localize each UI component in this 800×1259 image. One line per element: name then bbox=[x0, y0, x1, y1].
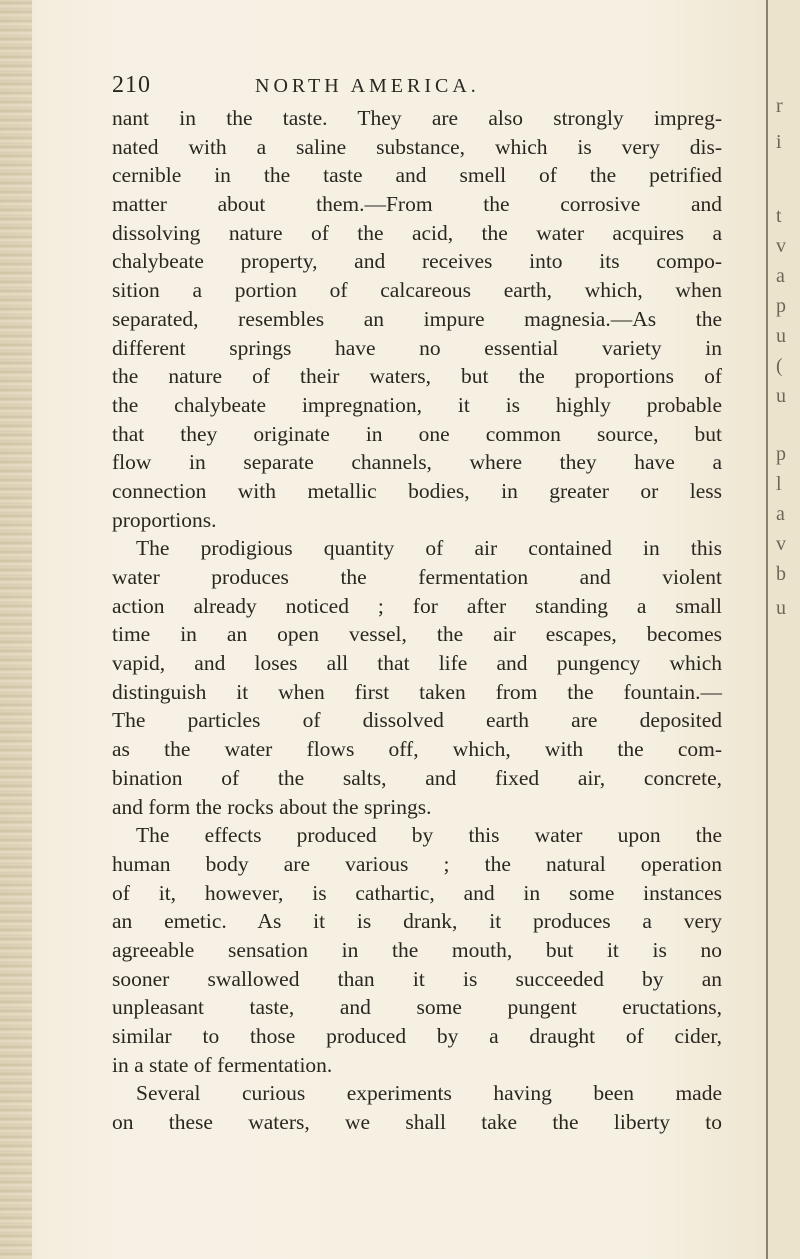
text-line: time in an open vessel, the air escapes, becomes bbox=[112, 622, 722, 647]
bleed-letter: b bbox=[776, 563, 786, 585]
bleed-letter: t bbox=[776, 205, 782, 227]
paragraph-start: The effects produced by this water upon the bbox=[136, 823, 722, 848]
text-line: human body are various ; the natural operation bbox=[112, 851, 722, 876]
text-line: nant in the taste. They are also strongly impreg- bbox=[112, 106, 722, 130]
paragraph-start: Several curious experiments having been made bbox=[136, 1081, 722, 1106]
text-line: connection with metallic bodies, in greater or less bbox=[112, 478, 722, 503]
text-line: of it, however, is cathartic, and in some instances bbox=[112, 880, 722, 905]
text-line: nated with a saline substance, which is very dis- bbox=[112, 134, 722, 159]
bleed-letter: i bbox=[776, 131, 782, 153]
text-line: matter about them.—From the corrosive and bbox=[112, 192, 722, 217]
body-text bbox=[112, 104, 722, 1137]
text-line: sooner swallowed than it is succeeded by an bbox=[112, 966, 722, 991]
text-line: as the water flows off, which, with the com- bbox=[112, 737, 722, 762]
text-line: different springs have no essential variety in bbox=[112, 335, 722, 360]
bleed-letter: u bbox=[776, 385, 786, 407]
bleed-letter: r bbox=[776, 95, 783, 117]
text-line: the chalybeate impregnation, it is highly probable bbox=[112, 392, 722, 417]
text-line: cernible in the taste and smell of the petrified bbox=[112, 163, 722, 188]
text-line: sition a portion of calcareous earth, which, when bbox=[112, 278, 722, 303]
bleed-letter: u bbox=[776, 325, 786, 347]
text-line: agreeable sensation in the mouth, but it is no bbox=[112, 937, 722, 962]
text-line: on these waters, we shall take the liberty to bbox=[112, 1110, 722, 1135]
bleed-letter: p bbox=[776, 295, 786, 317]
running-head: NORTH AMERICA. bbox=[255, 75, 480, 97]
bleed-letter: a bbox=[776, 265, 785, 287]
text-line: the nature of their waters, but the proportions of bbox=[112, 364, 722, 389]
bleed-letter: v bbox=[776, 235, 786, 257]
bleed-letter: v bbox=[776, 533, 786, 555]
text-line: bination of the salts, and fixed air, concrete, bbox=[112, 765, 722, 790]
text-line: that they originate in one common source, but bbox=[112, 421, 722, 446]
text-line: chalybeate property, and receives into its compo- bbox=[112, 249, 722, 274]
paragraph-start: The prodigious quantity of air contained in this bbox=[136, 536, 722, 561]
text-line: and form the rocks about the springs. bbox=[112, 794, 432, 819]
text-line: distinguish it when first taken from the fountain.— bbox=[112, 679, 722, 704]
text-line: dissolving nature of the acid, the water acquires a bbox=[112, 220, 722, 245]
bleed-letter: a bbox=[776, 503, 785, 525]
text-line: vapid, and loses all that life and pungency which bbox=[112, 651, 722, 676]
text-line: unpleasant taste, and some pungent eructations, bbox=[112, 995, 722, 1020]
bleed-letter: u bbox=[776, 597, 786, 619]
text-line: water produces the fermentation and violent bbox=[112, 565, 722, 589]
text-line: an emetic. As it is drank, it produces a very bbox=[112, 909, 722, 934]
binding-gutter bbox=[0, 0, 32, 1259]
text-line: The particles of dissolved earth are deposited bbox=[112, 708, 722, 733]
text-line: action already noticed ; for after standing a small bbox=[112, 593, 722, 618]
text-line: similar to those produced by a draught of cider, bbox=[112, 1024, 722, 1048]
text-line: separated, resembles an impure magnesia.—As the bbox=[112, 306, 722, 331]
facing-page-edge bbox=[766, 0, 800, 1259]
bleed-letter: l bbox=[776, 473, 782, 495]
text-line: flow in separate channels, where they have a bbox=[112, 450, 722, 475]
text-line: in a state of fermentation. bbox=[112, 1052, 333, 1077]
bleed-letter: p bbox=[776, 443, 786, 465]
bleed-letter: ( bbox=[776, 355, 783, 377]
page-header bbox=[112, 72, 672, 102]
page-number: 210 bbox=[112, 72, 151, 98]
text-line: proportions. bbox=[112, 507, 217, 532]
